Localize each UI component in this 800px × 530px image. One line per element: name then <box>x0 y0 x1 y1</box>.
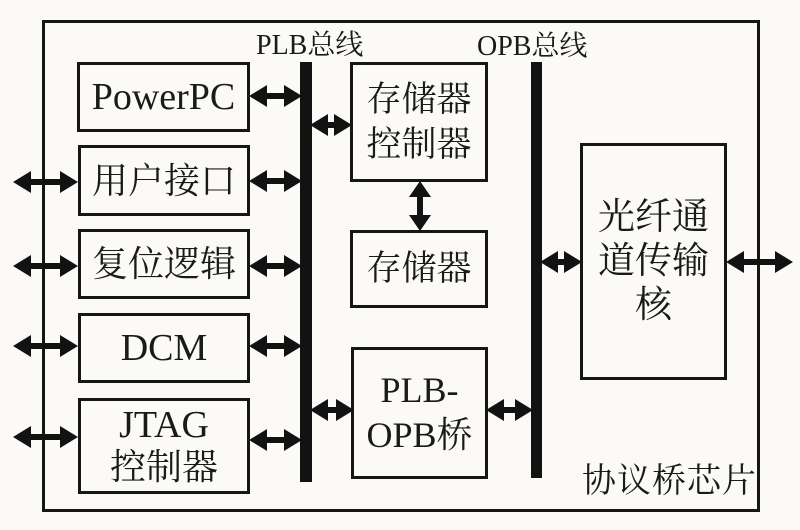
arrowhead-left <box>249 255 267 277</box>
arrowhead-left <box>486 399 504 421</box>
arrow-bridge-opb <box>486 399 533 421</box>
arrow-reset-logic-plb <box>249 255 302 277</box>
block-dcm <box>78 313 250 383</box>
block-powerpc <box>77 62 250 132</box>
plb-bus-label: PLB总线 <box>256 30 364 61</box>
arrowhead-left <box>249 170 267 192</box>
chip-name-label: 协议桥芯片 <box>582 463 757 500</box>
opb-bus-bar <box>531 62 542 478</box>
arrowhead-down <box>409 215 431 231</box>
arrow-shaft <box>267 343 284 349</box>
block-reset-logic <box>78 229 250 299</box>
arrowhead-left <box>249 335 267 357</box>
arrowhead-right <box>775 251 793 273</box>
arrowhead-right <box>60 171 78 193</box>
arrow-shaft <box>31 263 60 269</box>
opb-bus-label: OPB总线 <box>477 31 588 62</box>
block-memory-controller-line2: 控制器 <box>366 125 472 164</box>
block-jtag-controller <box>78 398 250 494</box>
arrowhead-left <box>310 399 328 421</box>
block-memory-label: 存储器 <box>366 249 472 288</box>
arrowhead-left <box>249 85 267 107</box>
arrow-opb-fiber-core <box>540 251 582 273</box>
block-bridge-line1: PLB- <box>380 370 459 410</box>
block-fiber-line3: 核 <box>635 284 672 326</box>
arrowhead-left <box>540 251 558 273</box>
plb-bus-bar <box>300 62 312 482</box>
block-fiber-channel-core <box>580 143 727 380</box>
arrow-shaft <box>267 263 284 269</box>
arrow-shaft <box>417 197 423 215</box>
block-memory-controller <box>350 62 488 182</box>
arrow-shaft <box>744 259 775 265</box>
arrow-jtag-plb <box>249 429 302 451</box>
arrow-external-jtag <box>13 426 78 448</box>
arrow-powerpc-plb <box>249 85 302 107</box>
block-fiber-line2: 道传输 <box>598 240 709 282</box>
arrow-plb-bridge <box>310 399 354 421</box>
block-memory-controller-line1: 存储器 <box>366 80 472 119</box>
arrow-shaft <box>267 93 284 99</box>
arrow-shaft <box>504 407 515 413</box>
block-dcm-label: DCM <box>120 327 208 369</box>
arrow-external-reset-logic <box>13 255 78 277</box>
block-user-interface <box>78 145 250 216</box>
arrow-shaft <box>31 343 60 349</box>
arrowhead-right <box>60 255 78 277</box>
block-fiber-line1: 光纤通 <box>598 196 709 238</box>
block-user-interface-label: 用户接口 <box>91 160 236 201</box>
arrowhead-left <box>249 429 267 451</box>
arrow-user-interface-plb <box>249 170 302 192</box>
arrowhead-left <box>726 251 744 273</box>
arrowhead-right <box>60 426 78 448</box>
arrow-memory-controller-memory <box>409 181 431 231</box>
arrowhead-left <box>13 171 31 193</box>
block-reset-logic-label: 复位逻辑 <box>91 244 236 284</box>
arrow-shaft <box>267 437 284 443</box>
arrow-external-dcm <box>13 335 78 357</box>
block-bridge-line2: OPB桥 <box>366 415 473 455</box>
block-plb-opb-bridge <box>351 347 488 479</box>
arrow-shaft <box>267 178 284 184</box>
arrow-external-user-interface <box>13 171 78 193</box>
arrow-dcm-plb <box>249 335 302 357</box>
arrowhead-left <box>13 426 31 448</box>
arrowhead-left <box>13 335 31 357</box>
arrowhead-up <box>409 181 431 197</box>
arrowhead-right <box>60 335 78 357</box>
arrow-shaft <box>31 179 60 185</box>
block-memory <box>350 230 488 308</box>
arrow-fiber-core-external <box>726 251 793 273</box>
block-jtag-label-line1: JTAG <box>119 404 209 446</box>
arrowhead-left <box>13 255 31 277</box>
arrow-shaft <box>328 407 336 413</box>
block-powerpc-label: PowerPC <box>91 76 236 118</box>
arrow-plb-memory-controller <box>310 114 352 136</box>
block-jtag-label-line2: 控制器 <box>109 447 218 487</box>
arrow-shaft <box>31 434 60 440</box>
arrowhead-left <box>310 114 328 136</box>
